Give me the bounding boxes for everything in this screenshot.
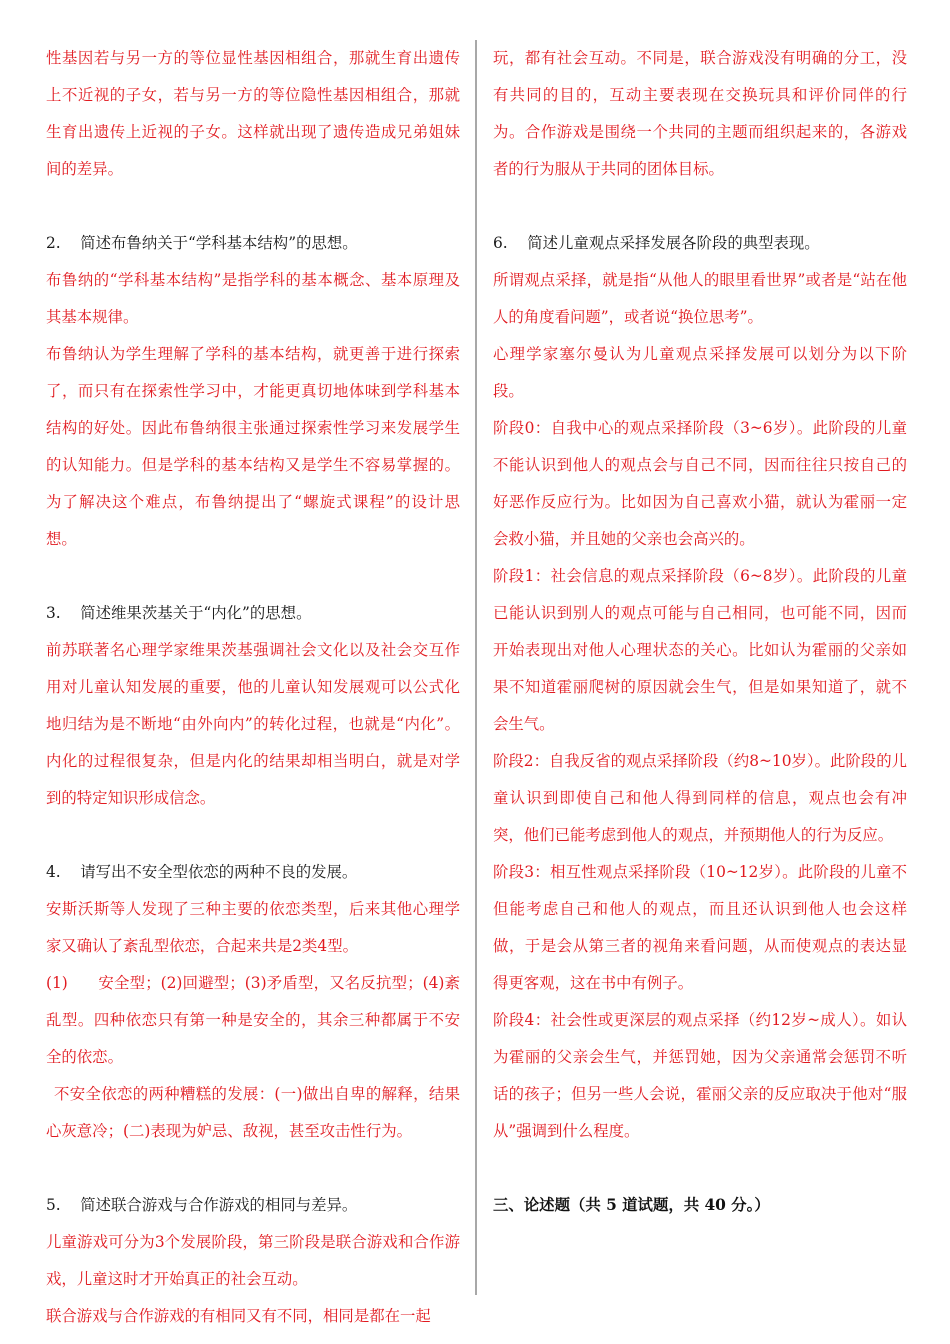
answer-6-stage-1: 阶段1：社会信息的观点采择阶段（6~8岁）。此阶段的儿童已能认识到别人的观点可能与自己相同，也可能不同，因而开始表现出对他人心理状态的关心。比如认为霍丽的父亲如果不知道霍丽爬树的原因就会生气，但是如果知道了，就不会生气。: [493, 567, 907, 733]
answer-2-paragraph-1: 布鲁纳的“学科基本结构”是指学科的基本概念、基本原理及其基本规律。: [46, 271, 460, 326]
answer-5-paragraph-2: 联合游戏与合作游戏的有相同又有不同，相同是都在一起: [46, 1307, 431, 1325]
answer-3-paragraph-1: 前苏联著名心理学家维果茨基强调社会文化以及社会交互作用对儿童认知发展的重要，他的儿童认知发展观可以公式化地归结为是不断地“由外向内”的转化过程，也就是“内化”。内化的过程很复杂，但是内化的结果却相当明白，就是对学到的特定知识形成信念。: [46, 641, 460, 807]
answer-1-continuation: 性基因若与另一方的等位显性基因相组合，那就生育出遗传上不近视的子女，若与另一方的等位隐性基因相组合，那就生育出遗传上近视的子女。这样就出现了遗传造成兄弟姐妹间的差异。: [46, 49, 460, 178]
question-2: 2. 简述布鲁纳关于“学科基本结构”的思想。: [46, 234, 358, 252]
answer-4-paragraph-3: 不安全依恋的两种糟糕的发展：(一)做出自卑的解释，结果心灰意冷；(二)表现为妒忌、敌视，甚至攻击性行为。: [46, 1085, 460, 1140]
column-divider: [475, 40, 477, 1295]
answer-4-paragraph-1: 安斯沃斯等人发现了三种主要的依恋类型，后来其他心理学家又确认了紊乱型依恋，合起来共是2类4型。: [46, 900, 460, 955]
right-column: [493, 40, 907, 1224]
answer-6-stage-2: 阶段2：自我反省的观点采择阶段（约8~10岁）。此阶段的儿童认识到即使自己和他人得到同样的信息，观点也会有冲突，他们已能考虑到他人的观点，并预期他人的行为反应。: [493, 752, 907, 844]
question-6: 6. 简述儿童观点采择发展各阶段的典型表现。: [493, 234, 820, 252]
answer-4-paragraph-2: (1) 安全型；(2)回避型；(3)矛盾型，又名反抗型；(4)紊乱型。四种依恋只有第一种是安全的，其余三种都属于不安全的依恋。: [46, 974, 460, 1066]
answer-6-stage-3: 阶段3：相互性观点采择阶段（10~12岁）。此阶段的儿童不但能考虑自己和他人的观点，而且还认识到他人也会这样做，于是会从第三者的视角来看问题，从而使观点的表达显得更客观，这在书中有例子。: [493, 863, 907, 992]
question-5: 5. 简述联合游戏与合作游戏的相同与差异。: [46, 1196, 358, 1214]
answer-6-paragraph-2: 心理学家塞尔曼认为儿童观点采择发展可以划分为以下阶段。: [493, 345, 907, 400]
question-3: 3. 简述维果茨基关于“内化”的思想。: [46, 604, 312, 622]
question-4: 4. 请写出不安全型依恋的两种不良的发展。: [46, 863, 358, 881]
section-3-heading: 三、论述题（共 5 道试题，共 40 分。）: [493, 1196, 770, 1214]
answer-2-paragraph-2: 布鲁纳认为学生理解了学科的基本结构，就更善于进行探索了，而只有在探索性学习中，才能更真切地体味到学科基本结构的好处。因此布鲁纳很主张通过探索性学习来发展学生的认知能力。但是学科的基本结构又是学生不容易掌握的。为了解决这个难点，布鲁纳提出了“螺旋式课程”的设计思想。: [46, 345, 460, 548]
answer-6-stage-0: 阶段0：自我中心的观点采择阶段（3~6岁）。此阶段的儿童不能认识到他人的观点会与自己不同，因而往往只按自己的好恶作反应行为。比如因为自己喜欢小猫，就认为霍丽一定会救小猫，并且她的父亲也会高兴的。: [493, 419, 907, 548]
answer-5-continuation: 玩，都有社会互动。不同是，联合游戏没有明确的分工，没有共同的目的，互动主要表现在交换玩具和评价同伴的行为。合作游戏是围绕一个共同的主题而组织起来的，各游戏者的行为服从于共同的团体目标。: [493, 49, 907, 178]
answer-6-paragraph-1: 所谓观点采择，就是指“从他人的眼里看世界”或者是“站在他人的角度看问题”，或者说“换位思考”。: [493, 271, 907, 326]
answer-5-paragraph-1: 儿童游戏可分为3个发展阶段，第三阶段是联合游戏和合作游戏，儿童这时才开始真正的社会互动。: [46, 1233, 460, 1288]
left-column: [46, 40, 460, 1335]
answer-6-stage-4: 阶段4：社会性或更深层的观点采择（约12岁~成人）。如认为霍丽的父亲会生气，并惩罚她，因为父亲通常会惩罚不听话的孩子；但另一些人会说，霍丽父亲的反应取决于他对“服从”强调到什么程度。: [493, 1011, 907, 1140]
